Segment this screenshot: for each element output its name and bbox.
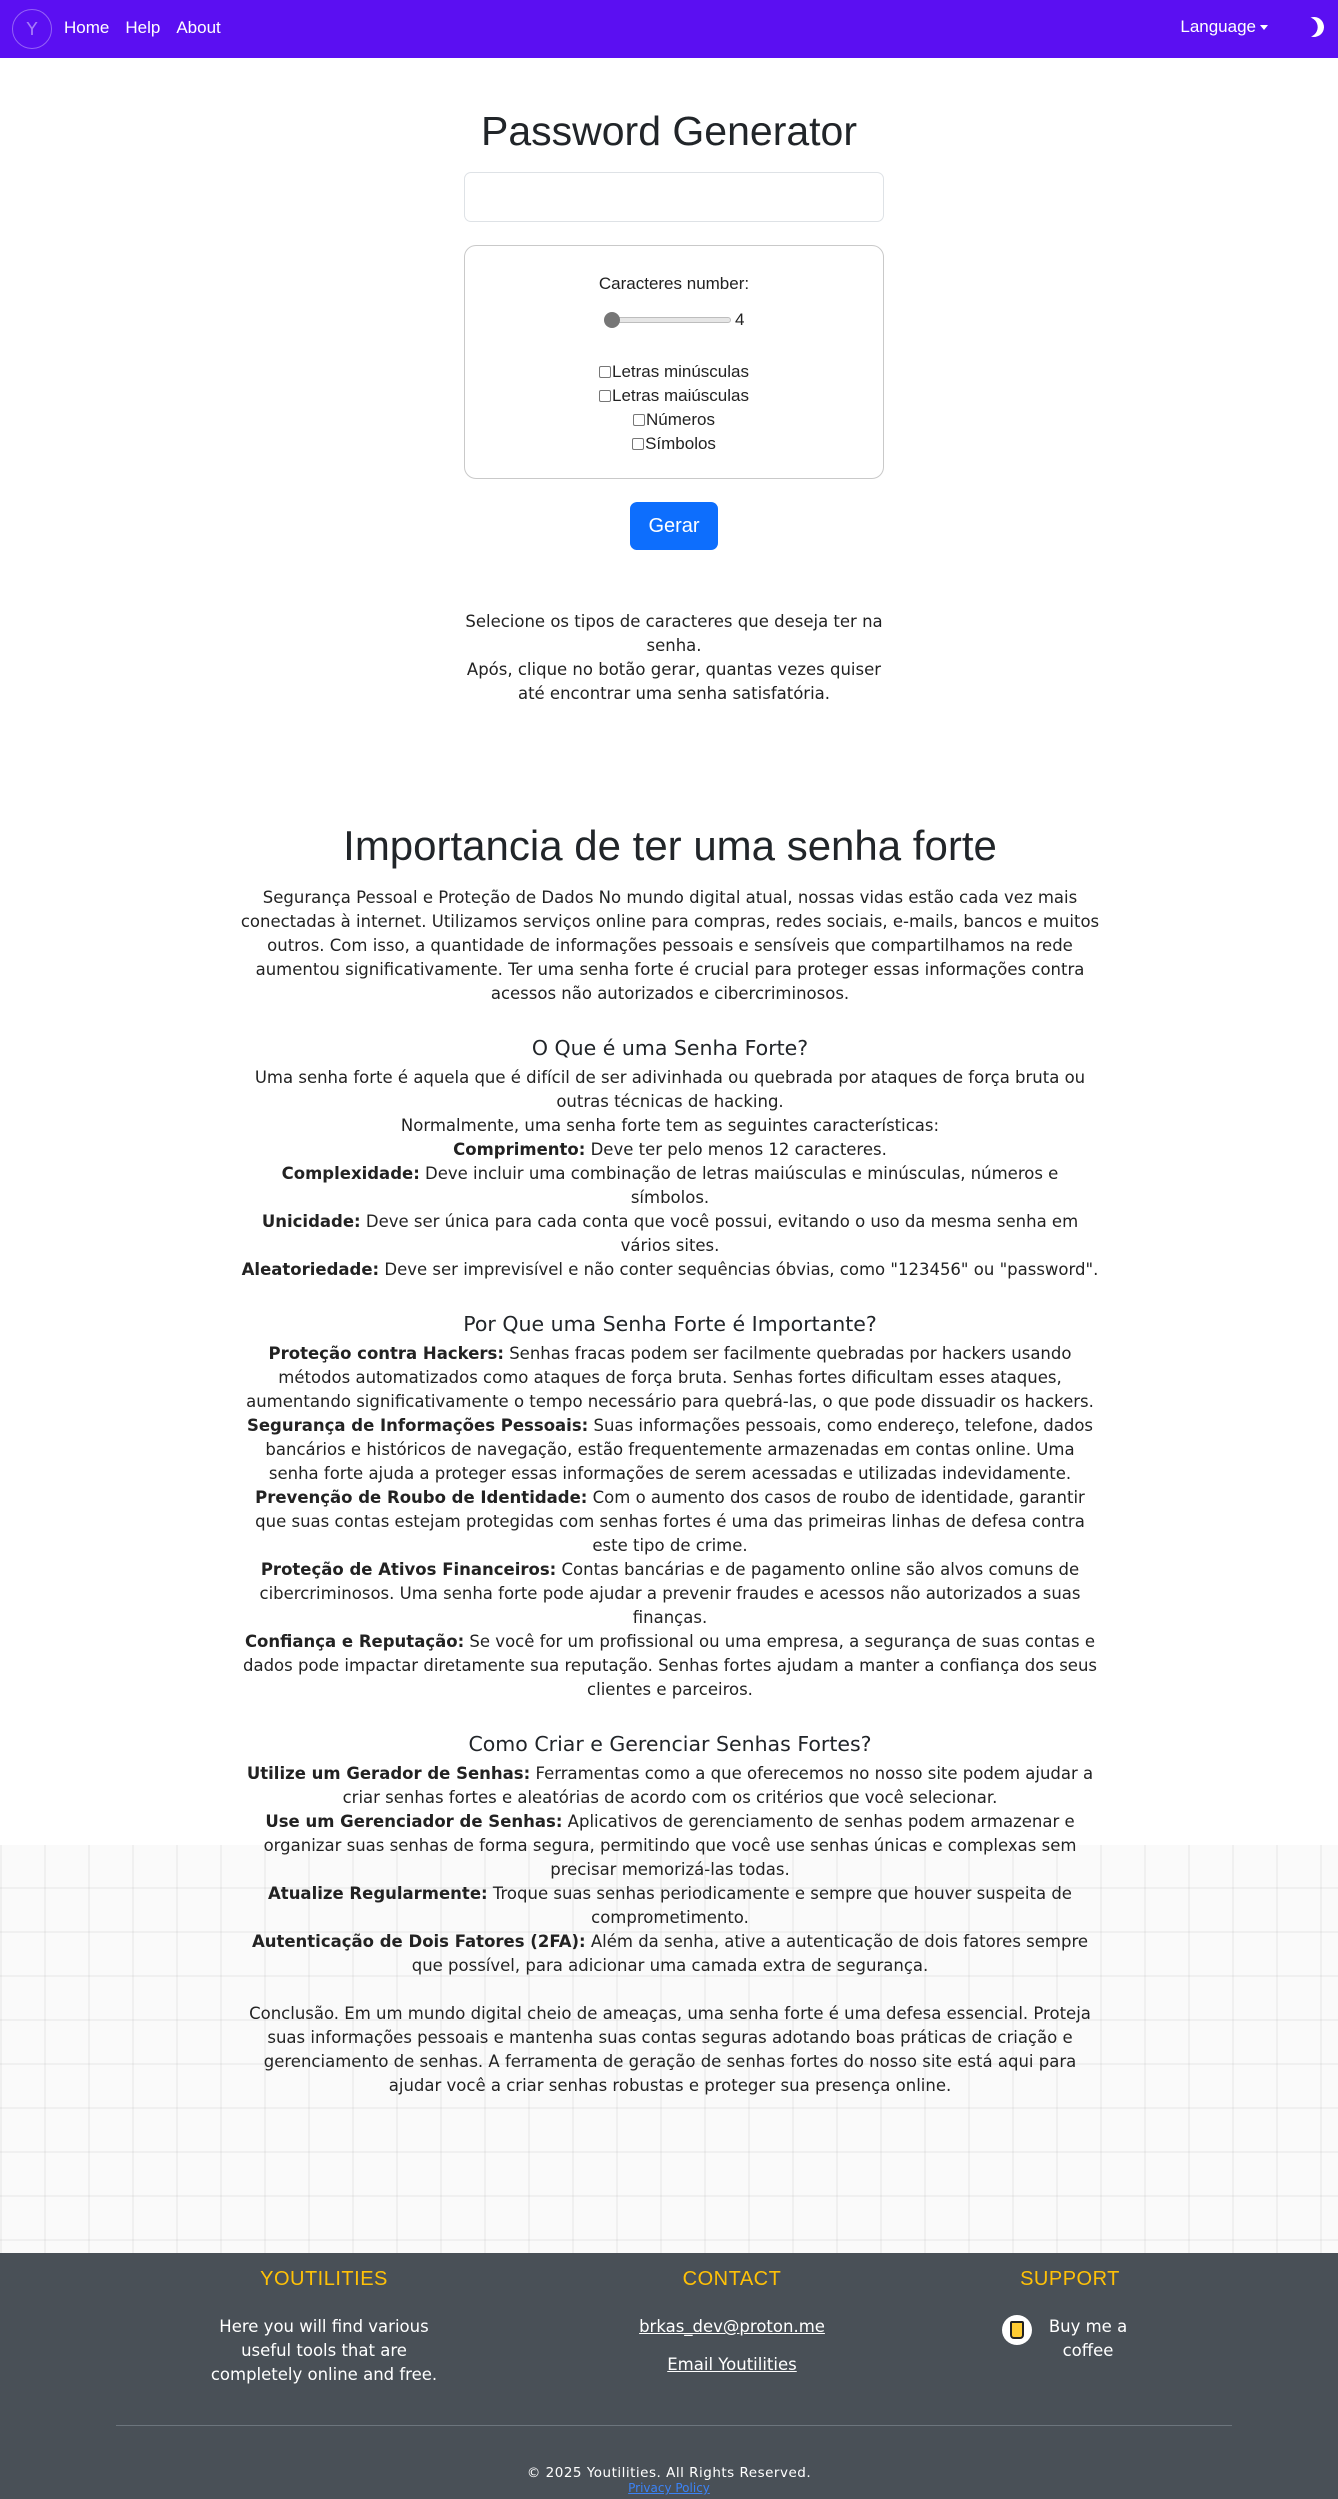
coffee-cup-icon bbox=[1002, 2315, 1032, 2345]
language-dropdown[interactable] bbox=[1180, 17, 1268, 37]
copyright-text: © 2025 Youtilities. All Rights Reserved. bbox=[526, 2465, 812, 2481]
list-item: Complexidade: Deve incluir uma combinação de letras maiúsculas e minúsculas, números e símbolos. bbox=[281, 1164, 1059, 1207]
char-type-options bbox=[465, 360, 883, 456]
instructions bbox=[464, 610, 884, 706]
numbers-checkbox[interactable] bbox=[633, 414, 645, 426]
navbar bbox=[0, 0, 1338, 58]
footer-col-contact bbox=[582, 2253, 882, 2377]
section-heading: Como Criar e Gerenciar Senhas Fortes? bbox=[468, 1732, 872, 1756]
list-item: Use um Gerenciador de Senhas: Aplicativos de gerenciamento de senhas podem armazenar e organizar suas senhas de forma segura, permitindo que você use senhas únicas e complexas sem precisar memorizá-las todas. bbox=[263, 1812, 1077, 1879]
article-intro: Segurança Pessoal e Proteção de Dados No mundo digital atual, nossas vidas estão cada vez mais conectadas à internet. Utilizamos serviços online para compras, redes sociais, e-mails, bancos e muitos outros. Com isso, a quantidade de informações pessoais e sensíveis que compartilhamos na rede aumentou significativamente. Ter uma senha forte é crucial para proteger essas informações contra acessos não autorizados e cibercriminosos. bbox=[240, 888, 1100, 1003]
section-heading: O Que é uma Senha Forte? bbox=[531, 1036, 809, 1060]
section-heading: Por Que uma Senha Forte é Importante? bbox=[463, 1312, 877, 1336]
generator-title: Password Generator bbox=[480, 108, 857, 154]
language-label: Language bbox=[1180, 17, 1256, 36]
footer-heading: SUPPORT bbox=[1020, 2268, 1120, 2290]
char-count-slider-row bbox=[605, 310, 744, 330]
option-numbers[interactable] bbox=[465, 408, 883, 432]
nav-help-link[interactable]: Help bbox=[125, 18, 161, 37]
char-count-label: Caracteres number: bbox=[598, 274, 750, 293]
slider-thumb[interactable] bbox=[604, 312, 620, 328]
char-count-slider[interactable] bbox=[605, 317, 731, 323]
password-output-field[interactable] bbox=[464, 172, 884, 222]
buy-me-coffee-link[interactable] bbox=[920, 2315, 1220, 2363]
option-label: Números bbox=[646, 410, 715, 429]
footer-divider bbox=[116, 2425, 1232, 2426]
logo-icon[interactable]: Y bbox=[12, 9, 52, 49]
list-item: Proteção contra Hackers: Senhas fracas podem ser facilmente quebradas por hackers usando métodos automatizados como ataques de força bruta. Senhas fortes dificultam esses ataques, aumentando significativamente o tempo necessário para quebrá-las, o que pode dissuadir os hackers. bbox=[246, 1344, 1094, 1411]
symbols-checkbox[interactable] bbox=[632, 438, 644, 450]
option-label: Letras minúsculas bbox=[611, 362, 749, 381]
footer-col-support bbox=[920, 2253, 1220, 2363]
generate-button[interactable]: Gerar bbox=[630, 502, 718, 550]
footer-heading: YOUTILITIES bbox=[260, 2268, 388, 2290]
option-lowercase[interactable] bbox=[465, 360, 883, 384]
section-paragraph: Normalmente, uma senha forte tem as seguintes características: bbox=[400, 1116, 940, 1135]
option-uppercase[interactable] bbox=[465, 384, 883, 408]
option-label: Letras maiúsculas bbox=[611, 386, 749, 405]
list-item: Segurança de Informações Pessoais: Suas informações pessoais, como endereço, telefone, dados bancários e históricos de navegação, estão frequentemente armazenadas em contas online. Uma senha forte ajuda a proteger essas informações de serem acessadas e utilizadas indevidamente. bbox=[246, 1416, 1094, 1483]
lowercase-checkbox[interactable] bbox=[599, 366, 611, 378]
nav-links bbox=[64, 18, 221, 38]
list-item: Unicidade: Deve ser única para cada conta que você possui, evitando o uso da mesma senha em vários sites. bbox=[261, 1212, 1079, 1255]
article-conclusion: Conclusão. Em um mundo digital cheio de ameaças, uma senha forte é uma defesa essencial. Proteja suas informações pessoais e mantenha suas contas seguras adotando boas práticas de criação e gerenciamento de senhas. A ferramenta de geração de senhas fortes do nosso site está aqui para ajudar você a criar senhas robustas e proteger sua presença online. bbox=[249, 2004, 1091, 2095]
option-symbols[interactable] bbox=[465, 432, 883, 456]
contact-email-link[interactable]: brkas_dev@proton.me bbox=[639, 2317, 825, 2336]
article bbox=[240, 818, 1100, 2098]
list-item: Aleatoriedade: Deve ser imprevisível e não conter sequências óbvias, como "123456" ou "password". bbox=[241, 1260, 1099, 1279]
list-item: Prevenção de Roubo de Identidade: Com o aumento dos casos de roubo de identidade, garantir que suas contas estejam protegidas com senhas fortes é uma das primeiras linhas de defesa contra este tipo de crime. bbox=[255, 1488, 1085, 1555]
footer bbox=[0, 2253, 1338, 2499]
option-label: Símbolos bbox=[645, 434, 716, 453]
options-panel bbox=[464, 245, 884, 479]
char-count-value: 4 bbox=[735, 310, 745, 329]
email-youtilities-link[interactable]: Email Youtilities bbox=[667, 2355, 797, 2374]
list-item: Utilize um Gerador de Senhas: Ferramentas como a que oferecemos no nosso site podem ajudar a criar senhas fortes e aleatórias de acordo com os critérios que você selecionar. bbox=[246, 1764, 1094, 1807]
moon-icon[interactable] bbox=[1301, 14, 1327, 40]
privacy-policy-link[interactable]: Privacy Policy bbox=[628, 2481, 710, 2495]
section-paragraph: Uma senha forte é aquela que é difícil de ser adivinhada ou quebrada por ataques de força bruta ou outras técnicas de hacking. bbox=[254, 1068, 1086, 1111]
footer-heading: CONTACT bbox=[682, 2268, 782, 2290]
uppercase-checkbox[interactable] bbox=[599, 390, 611, 402]
instruction-line: Selecione os tipos de caracteres que deseja ter na senha. bbox=[465, 612, 883, 655]
coffee-label: Buy me a coffee bbox=[1048, 2317, 1128, 2360]
caret-down-icon bbox=[1260, 25, 1268, 30]
list-item: Confiança e Reputação: Se você for um profissional ou uma empresa, a segurança de suas contas e dados pode impactar diretamente sua reputação. Senhas fortes ajudam a manter a confiança dos seus clientes e parceiros. bbox=[242, 1632, 1097, 1699]
list-item: Atualize Regularmente: Troque suas senhas periodicamente e sempre que houver suspeita de comprometimento. bbox=[268, 1884, 1072, 1927]
instruction-line: Após, clique no botão gerar, quantas vezes quiser até encontrar uma senha satisfatória. bbox=[466, 660, 882, 703]
nav-right bbox=[1180, 17, 1324, 37]
list-item: Proteção de Ativos Financeiros: Contas bancárias e de pagamento online são alvos comuns de cibercriminosos. Uma senha forte pode ajudar a prevenir fraudes e acessos não autorizados a suas finanças. bbox=[259, 1560, 1081, 1627]
list-item: Comprimento: Deve ter pelo menos 12 caracteres. bbox=[453, 1140, 887, 1159]
nav-home-link[interactable]: Home bbox=[64, 18, 110, 37]
article-title: Importancia de ter uma senha forte bbox=[343, 822, 997, 869]
footer-about-text: Here you will find various useful tools that are completely online and free. bbox=[210, 2317, 438, 2384]
nav-about-link[interactable]: About bbox=[176, 18, 221, 37]
footer-col-about bbox=[174, 2253, 474, 2387]
list-item: Autenticação de Dois Fatores (2FA): Além da senha, ative a autenticação de dois fatores sempre que possível, para adicionar uma camada extra de segurança. bbox=[251, 1932, 1089, 1975]
